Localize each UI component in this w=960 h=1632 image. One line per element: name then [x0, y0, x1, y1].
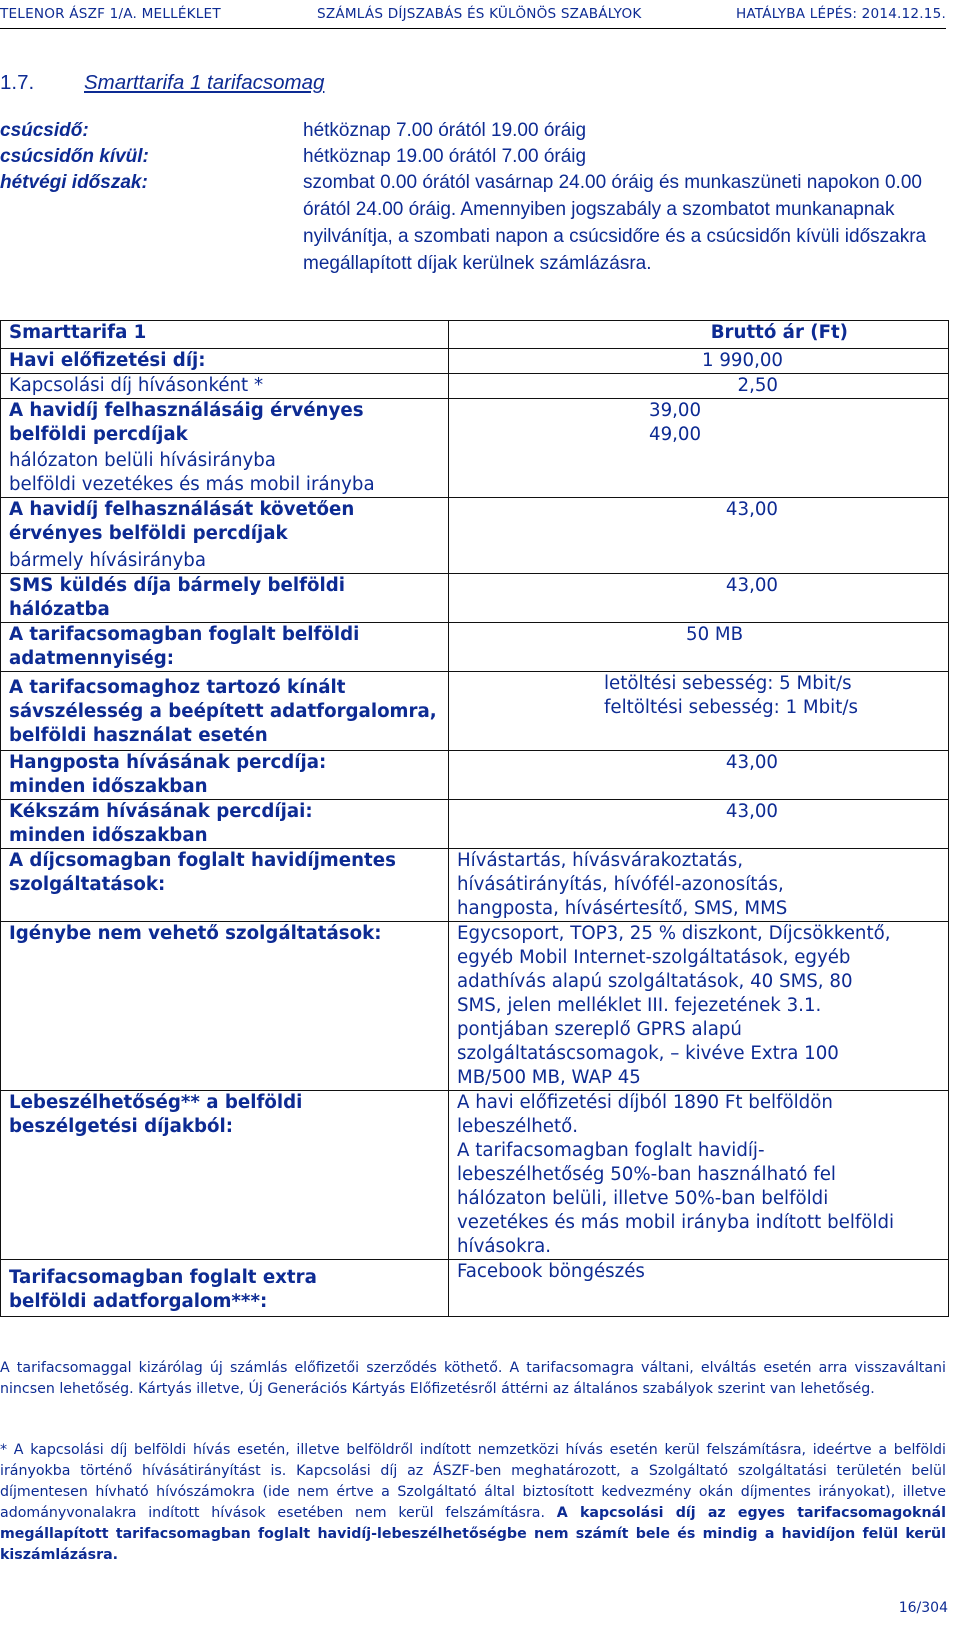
header-center: SZÁMLÁS DÍJSZABÁS ÉS KÜLÖNÖS SZABÁLYOK — [317, 6, 642, 22]
period-value-offpeak: hétköznap 19.00 órától 7.00 óráig — [303, 146, 587, 167]
tariff-table — [0, 320, 949, 1317]
data-allowance-label: A tarifacsomagban foglalt belföldi adatmennyiség: — [1, 623, 449, 672]
before-inside-value: 39,00 — [649, 400, 702, 421]
after-any-label: bármely hívásirányba — [9, 550, 206, 571]
voicemail-label: Hangposta hívásának percdíja: — [9, 752, 327, 773]
table-header-row — [1, 321, 949, 349]
table-row — [1, 574, 949, 623]
period-label-weekend: hétvégi időszak: — [0, 172, 148, 193]
page-number: 16/304 — [898, 1600, 948, 1616]
table-row — [1, 349, 949, 374]
sms-label: SMS küldés díja bármely belföldi hálózatba — [1, 574, 449, 623]
table-row — [1, 623, 949, 672]
blue-number-sub: minden időszakban — [9, 825, 208, 846]
monthly-fee-value: 1 990,00 — [449, 349, 949, 374]
note-paragraph-2-bold: A kapcsolási díj az egyes tarifacsomagoknál megállapított tarifacsomagban foglalt havidíj-lebeszélhetőségbe nem számít bele és mindig a havidíjon felül kerül kiszámlázásra. — [0, 1505, 946, 1563]
note-paragraph-1: A tarifacsomaggal kizárólag új számlás előfizetői szerződés köthető. A tarifacsomagra váltani, elváltás esetén arra visszaváltani nincsen lehetőség. Kártyás illetve, Új Generációs Kártyás Előfizetésről áttérni az általános szabályok szerint van lehetőség. — [0, 1360, 946, 1397]
after-any-value: 43,00 — [449, 498, 949, 574]
bandwidth-download: letöltési sebesség: 5 Mbit/s — [604, 673, 852, 694]
before-inside-label: hálózaton belüli hívásirányba — [9, 450, 276, 471]
talk-allowance-value-1: A havi előfizetési díjból 1890 Ft belföldön lebeszélhető. — [457, 1092, 833, 1137]
monthly-fee-label: Havi előfizetési díj: — [1, 349, 449, 374]
before-other-value: 49,00 — [649, 424, 702, 445]
bandwidth-label: A tarifacsomaghoz tartozó kínált sávszélesség a beépített adatforgalomra, belföldi használat esetén — [1, 672, 449, 751]
blue-number-label: Kékszám hívásának percdíjai: — [9, 801, 313, 822]
table-row — [1, 800, 949, 849]
period-value-peak: hétköznap 7.00 órától 19.00 óráig — [303, 120, 587, 141]
free-services-label: A díjcsomagban foglalt havidíjmentes szolgáltatások: — [1, 849, 449, 922]
table-row — [1, 399, 949, 498]
extra-data-value: Facebook böngészés — [449, 1260, 949, 1317]
connection-fee-label: Kapcsolási díj hívásonként * — [1, 374, 449, 399]
section-title: Smarttarifa 1 tarifacsomag — [84, 71, 325, 94]
note-paragraph-2-text: * A kapcsolási díj belföldi hívás esetén, illetve belföldről indított nemzetközi hívás esetén kerül felszámításra, ideértve a belföldi irányokba történő hívásátirányítást is. Kapcsolási díj az ÁSZF-ben meghatározott, a Szolgáltató szolgáltatási területén belül díjmentesen hívható hívószámokra (ide nem értve a Szolgáltató által biztosított kedvezmény okán díjmentes irányokat), illetve adományvonalakra indított hívások esetében nem kerül felszámításra. — [0, 1442, 946, 1521]
before-other-label: belföldi vezetékes és más mobil irányba — [9, 474, 375, 495]
table-row — [1, 849, 949, 922]
voicemail-sub: minden időszakban — [9, 776, 208, 797]
section-number: 1.7. — [0, 71, 35, 94]
talk-allowance-label: Lebeszélhetőség** a belföldi beszélgetési díjakból: — [1, 1091, 449, 1260]
table-row — [1, 672, 949, 751]
table-row — [1, 498, 949, 574]
before-rates-heading: A havidíj felhasználásáig érvényes belföldi percdíjak — [9, 400, 364, 445]
section-heading — [0, 71, 324, 95]
extra-data-label: Tarifacsomagban foglalt extra belföldi adatforgalom***: — [1, 1260, 449, 1317]
voicemail-value: 43,00 — [449, 751, 949, 800]
period-label-offpeak: csúcsidőn kívül: — [0, 146, 149, 167]
table-head-left: Smarttarifa 1 — [1, 321, 449, 349]
table-row — [1, 751, 949, 800]
bandwidth-upload: feltöltési sebesség: 1 Mbit/s — [604, 697, 858, 718]
period-value-weekend: szombat 0.00 órától vasárnap 24.00 óráig és munkaszüneti napokon 0.00 órától 24.00 óráig. Amennyiben jogszabály a szombatot munkanapnak nyilvánítja, a szombati napon a csúcsidőre és a csúcsidőn kívüli időszakra megállapított díjak kerülnek számlázásra. — [303, 172, 927, 274]
table-row — [1, 374, 949, 399]
unavailable-services-value: Egycsoport, TOP3, 25 % diszkont, Díjcsökkentő, egyéb Mobil Internet-szolgáltatások, egyéb adathívás alapú szolgáltatások, 40 SMS, 80 SMS, jelen melléklet III. fejezetének 3.1. pontjában szereplő GPRS alapú szolgáltatáscsomagok, – kivéve Extra 100 MB/500 MB, WAP 45 — [449, 922, 949, 1091]
note-paragraph-2 — [0, 1440, 946, 1566]
header-rule — [0, 28, 946, 29]
unavailable-services-label: Igénybe nem vehető szolgáltatások: — [1, 922, 449, 1091]
sms-value: 43,00 — [449, 574, 949, 623]
period-label-peak: csúcsidő: — [0, 120, 89, 141]
connection-fee-value: 2,50 — [449, 374, 949, 399]
after-rates-heading: A havidíj felhasználását követően érvényes belföldi percdíjak — [9, 499, 355, 544]
free-services-value: Hívástartás, hívásvárakoztatás, hívásátirányítás, hívófél-azonosítás, hangposta, hívásértesítő, SMS, MMS — [449, 849, 949, 922]
talk-allowance-value-2: A tarifacsomagban foglalt havidíj-lebeszélhetőség 50%-ban használható fel hálózaton belüli, illetve 50%-ban belföldi vezetékes és más mobil irányba indított belföldi hívásokra. — [457, 1140, 895, 1257]
table-row — [1, 1260, 949, 1317]
table-row — [1, 922, 949, 1091]
table-row — [1, 1091, 949, 1260]
page-header — [0, 6, 946, 28]
table-head-right: Bruttó ár (Ft) — [449, 321, 949, 349]
blue-number-value: 43,00 — [449, 800, 949, 849]
header-left: TELENOR ÁSZF 1/A. MELLÉKLET — [0, 6, 221, 22]
header-right: HATÁLYBA LÉPÉS: 2014.12.15. — [735, 6, 946, 22]
data-allowance-value: 50 MB — [449, 623, 949, 672]
